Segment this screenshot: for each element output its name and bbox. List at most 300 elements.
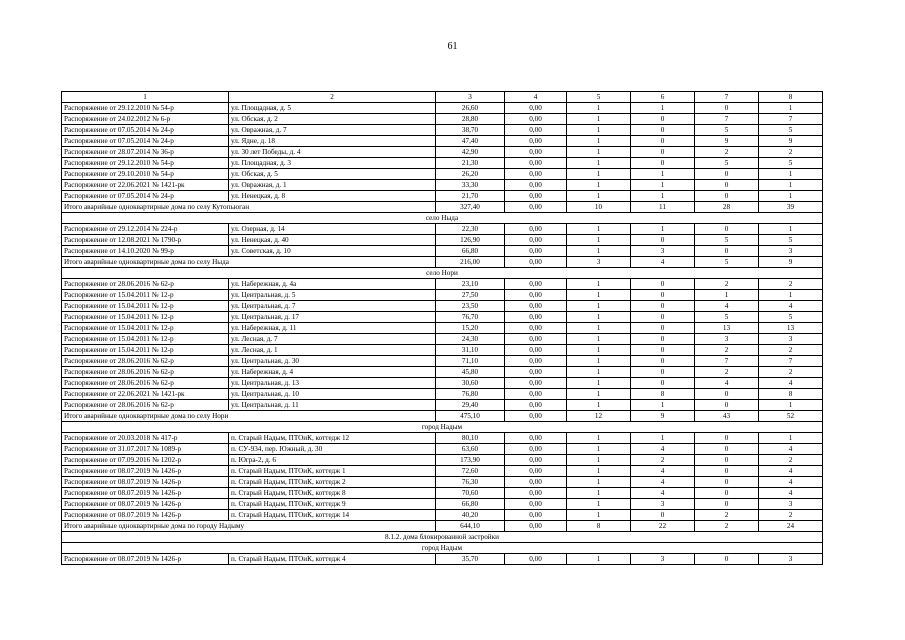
value-cell: 0 [695, 499, 759, 510]
value-cell: 0 [631, 147, 695, 158]
value-cell: 76,80 [436, 389, 505, 400]
value-cell: 15,20 [436, 323, 505, 334]
value-cell: 23,50 [436, 301, 505, 312]
address-cell: п. Старый Надым, ПТОиК, коттедж 8 [229, 488, 436, 499]
address-cell: ул. Центральная, д. 7 [229, 301, 436, 312]
value-cell: 0,00 [505, 477, 567, 488]
document-reference-cell: Распоряжение от 08.07.2019 № 1426-р [62, 499, 229, 510]
value-cell: 1 [631, 103, 695, 114]
address-cell: п. Старый Надым, ПТОиК, коттедж 12 [229, 433, 436, 444]
column-number-cell: 4 [505, 92, 567, 103]
document-reference-cell: Распоряжение от 22.06.2021 № 1421-рк [62, 389, 229, 400]
document-reference-cell: Распоряжение от 28.06.2016 № 62-р [62, 400, 229, 411]
section-heading: село Нори [62, 268, 823, 279]
value-cell: 0,00 [505, 444, 567, 455]
document-reference-cell: Распоряжение от 29.12.2010 № 54-р [62, 103, 229, 114]
value-cell: 0,00 [505, 389, 567, 400]
table-row [62, 103, 823, 114]
value-cell: 0 [695, 180, 759, 191]
table-row [62, 147, 823, 158]
total-label: Итого аварийные одноквартирные дома по селу Ныда [62, 257, 436, 268]
value-cell: 0 [695, 466, 759, 477]
value-cell: 1 [567, 180, 631, 191]
value-cell: 13 [695, 323, 759, 334]
document-reference-cell: Распоряжение от 15.04.2011 № 12-р [62, 290, 229, 301]
value-cell: 1 [695, 290, 759, 301]
column-number-cell: 1 [62, 92, 229, 103]
value-cell: 4 [695, 301, 759, 312]
total-value-cell: 43 [695, 411, 759, 422]
value-cell: 1 [759, 180, 823, 191]
value-cell: 0,00 [505, 114, 567, 125]
value-cell: 7 [759, 114, 823, 125]
value-cell: 0 [695, 169, 759, 180]
total-value-cell: 0,00 [505, 411, 567, 422]
total-value-cell: 2 [695, 521, 759, 532]
value-cell: 0 [695, 389, 759, 400]
column-number-row [62, 92, 823, 103]
section-heading: 8.1.2. дома блокированной застройки [62, 532, 823, 543]
housing-table [61, 91, 823, 565]
address-cell: п. Старый Надым, ПТОиК, коттедж 2 [229, 477, 436, 488]
value-cell: 2 [695, 147, 759, 158]
document-reference-cell: Распоряжение от 29.12.2014 № 224-р [62, 224, 229, 235]
value-cell: 2 [759, 367, 823, 378]
value-cell: 173,90 [436, 455, 505, 466]
value-cell: 0 [631, 356, 695, 367]
value-cell: 0 [695, 103, 759, 114]
document-reference-cell: Распоряжение от 07.09.2016 № 1202-р [62, 455, 229, 466]
value-cell: 0,00 [505, 488, 567, 499]
value-cell: 1 [567, 510, 631, 521]
document-reference-cell: Распоряжение от 08.07.2019 № 1426-р [62, 510, 229, 521]
total-row [62, 202, 823, 213]
table-row [62, 323, 823, 334]
value-cell: 1 [567, 191, 631, 202]
value-cell: 1 [567, 103, 631, 114]
value-cell: 0 [695, 191, 759, 202]
total-value-cell: 5 [695, 257, 759, 268]
value-cell: 23,10 [436, 279, 505, 290]
total-value-cell: 28 [695, 202, 759, 213]
value-cell: 0 [695, 488, 759, 499]
section-heading-row [62, 532, 823, 543]
address-cell: ул. Лесная, д. 1 [229, 345, 436, 356]
address-cell: ул. Лесная, д. 7 [229, 334, 436, 345]
value-cell: 4 [695, 378, 759, 389]
value-cell: 1 [567, 125, 631, 136]
value-cell: 0,00 [505, 499, 567, 510]
value-cell: 1 [567, 499, 631, 510]
value-cell: 1 [567, 433, 631, 444]
table-row [62, 356, 823, 367]
value-cell: 0,00 [505, 235, 567, 246]
value-cell: 1 [567, 400, 631, 411]
value-cell: 1 [759, 191, 823, 202]
table-row [62, 334, 823, 345]
address-cell: п. Старый Надым, ПТОиК, коттедж 4 [229, 554, 436, 565]
value-cell: 1 [567, 136, 631, 147]
total-label: Итого аварийные одноквартирные дома по селу Кутопьюган [62, 202, 436, 213]
value-cell: 4 [759, 444, 823, 455]
document-reference-cell: Распоряжение от 28.06.2016 № 62-р [62, 356, 229, 367]
table-row [62, 312, 823, 323]
value-cell: 47,40 [436, 136, 505, 147]
value-cell: 1 [567, 114, 631, 125]
value-cell: 0,00 [505, 301, 567, 312]
value-cell: 31,10 [436, 345, 505, 356]
total-value-cell: 644,10 [436, 521, 505, 532]
address-cell: ул. 30 лет Победы, д. 4 [229, 147, 436, 158]
address-cell: ул. Набережная, д. 11 [229, 323, 436, 334]
total-value-cell: 0,00 [505, 257, 567, 268]
value-cell: 3 [759, 554, 823, 565]
document-reference-cell: Распоряжение от 15.04.2011 № 12-р [62, 334, 229, 345]
document-reference-cell: Распоряжение от 28.06.2016 № 62-р [62, 367, 229, 378]
value-cell: 0,00 [505, 125, 567, 136]
value-cell: 76,30 [436, 477, 505, 488]
table-row [62, 290, 823, 301]
value-cell: 40,20 [436, 510, 505, 521]
value-cell: 0,00 [505, 169, 567, 180]
value-cell: 1 [567, 356, 631, 367]
value-cell: 2 [695, 279, 759, 290]
value-cell: 0 [695, 400, 759, 411]
address-cell: ул. Советская, д. 10 [229, 246, 436, 257]
value-cell: 0,00 [505, 356, 567, 367]
value-cell: 0 [631, 290, 695, 301]
value-cell: 63,60 [436, 444, 505, 455]
address-cell: ул. Площадная, д. 5 [229, 103, 436, 114]
value-cell: 1 [567, 235, 631, 246]
value-cell: 0,00 [505, 323, 567, 334]
total-value-cell: 475,10 [436, 411, 505, 422]
total-label: Итого аварийные одноквартирные дома по селу Нори [62, 411, 436, 422]
value-cell: 0,00 [505, 279, 567, 290]
value-cell: 0 [631, 114, 695, 125]
document-reference-cell: Распоряжение от 08.07.2019 № 1426-р [62, 477, 229, 488]
document-reference-cell: Распоряжение от 28.07.2014 № 36-р [62, 147, 229, 158]
total-row [62, 411, 823, 422]
value-cell: 4 [759, 466, 823, 477]
document-reference-cell: Распоряжение от 20.03.2018 № 417-р [62, 433, 229, 444]
address-cell: ул. Обская, д. 2 [229, 114, 436, 125]
total-value-cell: 24 [759, 521, 823, 532]
value-cell: 3 [759, 246, 823, 257]
column-number-cell: 6 [631, 92, 695, 103]
value-cell: 0 [631, 279, 695, 290]
address-cell: ул. Овражная, д. 7 [229, 125, 436, 136]
column-number-cell: 5 [567, 92, 631, 103]
value-cell: 3 [759, 334, 823, 345]
value-cell: 0,00 [505, 554, 567, 565]
value-cell: 45,80 [436, 367, 505, 378]
column-number-cell: 7 [695, 92, 759, 103]
value-cell: 24,30 [436, 334, 505, 345]
value-cell: 1 [759, 433, 823, 444]
value-cell: 71,10 [436, 356, 505, 367]
value-cell: 5 [759, 312, 823, 323]
value-cell: 0,00 [505, 345, 567, 356]
value-cell: 42,90 [436, 147, 505, 158]
value-cell: 0 [631, 235, 695, 246]
total-value-cell: 8 [567, 521, 631, 532]
value-cell: 66,80 [436, 246, 505, 257]
section-heading-row [62, 213, 823, 224]
value-cell: 0,00 [505, 433, 567, 444]
value-cell: 0 [631, 345, 695, 356]
value-cell: 5 [759, 235, 823, 246]
value-cell: 0 [631, 334, 695, 345]
value-cell: 5 [759, 125, 823, 136]
total-value-cell: 22 [631, 521, 695, 532]
value-cell: 0,00 [505, 246, 567, 257]
value-cell: 2 [631, 455, 695, 466]
value-cell: 1 [567, 290, 631, 301]
value-cell: 0,00 [505, 136, 567, 147]
value-cell: 35,70 [436, 554, 505, 565]
total-value-cell: 39 [759, 202, 823, 213]
table-row [62, 488, 823, 499]
table-row [62, 510, 823, 521]
total-row [62, 257, 823, 268]
table-row [62, 169, 823, 180]
value-cell: 7 [695, 114, 759, 125]
table-row [62, 224, 823, 235]
value-cell: 0,00 [505, 455, 567, 466]
document-reference-cell: Распоряжение от 31.07.2017 № 1089-р [62, 444, 229, 455]
value-cell: 1 [567, 158, 631, 169]
value-cell: 0 [631, 312, 695, 323]
document-reference-cell: Распоряжение от 22.06.2021 № 1421-рк [62, 180, 229, 191]
value-cell: 27,50 [436, 290, 505, 301]
value-cell: 4 [759, 301, 823, 312]
value-cell: 2 [759, 279, 823, 290]
column-number-cell: 3 [436, 92, 505, 103]
value-cell: 5 [759, 158, 823, 169]
value-cell: 1 [631, 224, 695, 235]
value-cell: 1 [567, 477, 631, 488]
table-row [62, 389, 823, 400]
value-cell: 1 [631, 433, 695, 444]
value-cell: 0,00 [505, 312, 567, 323]
total-value-cell: 3 [567, 257, 631, 268]
value-cell: 0,00 [505, 334, 567, 345]
value-cell: 7 [759, 356, 823, 367]
value-cell: 2 [759, 345, 823, 356]
value-cell: 4 [759, 477, 823, 488]
value-cell: 26,20 [436, 169, 505, 180]
section-heading-row [62, 422, 823, 433]
value-cell: 0,00 [505, 147, 567, 158]
value-cell: 8 [631, 389, 695, 400]
value-cell: 0 [695, 444, 759, 455]
value-cell: 1 [631, 169, 695, 180]
value-cell: 1 [567, 147, 631, 158]
value-cell: 0,00 [505, 158, 567, 169]
value-cell: 5 [695, 158, 759, 169]
value-cell: 22,30 [436, 224, 505, 235]
value-cell: 1 [567, 312, 631, 323]
address-cell: ул. Набережная, д. 4 [229, 367, 436, 378]
section-heading: село Ныда [62, 213, 823, 224]
document-reference-cell: Распоряжение от 12.08.2021 № 1790-р [62, 235, 229, 246]
value-cell: 76,70 [436, 312, 505, 323]
address-cell: ул. Набережная, д. 4а [229, 279, 436, 290]
value-cell: 0,00 [505, 103, 567, 114]
document-reference-cell: Распоряжение от 29.12.2010 № 54-р [62, 158, 229, 169]
value-cell: 3 [631, 246, 695, 257]
table-row [62, 477, 823, 488]
table-row [62, 433, 823, 444]
value-cell: 70,60 [436, 488, 505, 499]
value-cell: 1 [631, 191, 695, 202]
value-cell: 4 [631, 444, 695, 455]
address-cell: п. Старый Надым, ПТОиК, коттедж 1 [229, 466, 436, 477]
total-value-cell: 4 [631, 257, 695, 268]
address-cell: ул. Ненецкая, д. 40 [229, 235, 436, 246]
document-reference-cell: Распоряжение от 14.10.2020 № 99-р [62, 246, 229, 257]
document-reference-cell: Распоряжение от 08.07.2019 № 1426-р [62, 466, 229, 477]
value-cell: 1 [567, 389, 631, 400]
table-row [62, 455, 823, 466]
value-cell: 0 [695, 224, 759, 235]
total-value-cell: 11 [631, 202, 695, 213]
value-cell: 0,00 [505, 224, 567, 235]
table-body [62, 92, 823, 565]
value-cell: 4 [631, 466, 695, 477]
address-cell: п. Югра-2, д. 6 [229, 455, 436, 466]
value-cell: 5 [695, 235, 759, 246]
table-row [62, 444, 823, 455]
document-reference-cell: Распоряжение от 15.04.2011 № 12-р [62, 301, 229, 312]
value-cell: 1 [567, 301, 631, 312]
value-cell: 2 [695, 345, 759, 356]
value-cell: 0 [631, 301, 695, 312]
document-reference-cell: Распоряжение от 15.04.2011 № 12-р [62, 345, 229, 356]
value-cell: 7 [695, 356, 759, 367]
value-cell: 5 [695, 312, 759, 323]
address-cell: ул. Озерная, д. 14 [229, 224, 436, 235]
section-heading: город Надым [62, 543, 823, 554]
total-value-cell: 0,00 [505, 521, 567, 532]
value-cell: 26,60 [436, 103, 505, 114]
total-value-cell: 10 [567, 202, 631, 213]
value-cell: 1 [567, 455, 631, 466]
total-value-cell: 12 [567, 411, 631, 422]
address-cell: ул. Центральная, д. 17 [229, 312, 436, 323]
column-number-cell: 2 [229, 92, 436, 103]
value-cell: 28,80 [436, 114, 505, 125]
value-cell: 29,40 [436, 400, 505, 411]
value-cell: 1 [567, 323, 631, 334]
value-cell: 1 [759, 400, 823, 411]
value-cell: 0 [631, 158, 695, 169]
value-cell: 0,00 [505, 180, 567, 191]
address-cell: ул. Ядне, д. 18 [229, 136, 436, 147]
value-cell: 21,30 [436, 158, 505, 169]
value-cell: 38,70 [436, 125, 505, 136]
table-row [62, 246, 823, 257]
value-cell: 33,30 [436, 180, 505, 191]
value-cell: 1 [567, 444, 631, 455]
value-cell: 3 [631, 554, 695, 565]
value-cell: 21,70 [436, 191, 505, 202]
table-row [62, 367, 823, 378]
document-reference-cell: Распоряжение от 08.07.2019 № 1426-р [62, 488, 229, 499]
total-value-cell: 216,00 [436, 257, 505, 268]
document-reference-cell: Распоряжение от 24.02.2012 № 6-р [62, 114, 229, 125]
value-cell: 0 [695, 554, 759, 565]
value-cell: 0 [695, 477, 759, 488]
value-cell: 1 [567, 169, 631, 180]
address-cell: ул. Ненецкая, д. 8 [229, 191, 436, 202]
table-row [62, 158, 823, 169]
total-value-cell: 327,40 [436, 202, 505, 213]
value-cell: 0,00 [505, 466, 567, 477]
value-cell: 1 [567, 367, 631, 378]
total-value-cell: 0,00 [505, 202, 567, 213]
value-cell: 126,90 [436, 235, 505, 246]
value-cell: 0,00 [505, 367, 567, 378]
value-cell: 8 [759, 389, 823, 400]
value-cell: 0 [631, 378, 695, 389]
table-row [62, 191, 823, 202]
table-row [62, 554, 823, 565]
document-reference-cell: Распоряжение от 08.07.2019 № 1426-р [62, 554, 229, 565]
value-cell: 2 [695, 510, 759, 521]
document-reference-cell: Распоряжение от 07.05.2014 № 24-р [62, 136, 229, 147]
value-cell: 0,00 [505, 290, 567, 301]
value-cell: 0 [695, 455, 759, 466]
value-cell: 1 [567, 246, 631, 257]
value-cell: 0 [695, 433, 759, 444]
section-heading-row [62, 268, 823, 279]
document-reference-cell: Распоряжение от 15.04.2011 № 12-р [62, 323, 229, 334]
value-cell: 80,10 [436, 433, 505, 444]
value-cell: 9 [695, 136, 759, 147]
value-cell: 0,00 [505, 400, 567, 411]
address-cell: п. СУ-934, пер. Южный, д. 30 [229, 444, 436, 455]
total-value-cell: 9 [759, 257, 823, 268]
table-row [62, 114, 823, 125]
table-row [62, 400, 823, 411]
value-cell: 0 [631, 136, 695, 147]
total-row [62, 521, 823, 532]
value-cell: 3 [695, 334, 759, 345]
address-cell: п. Старый Надым, ПТОиК, коттедж 9 [229, 499, 436, 510]
value-cell: 0 [631, 323, 695, 334]
address-cell: ул. Обская, д. 5 [229, 169, 436, 180]
address-cell: ул. Центральная, д. 30 [229, 356, 436, 367]
value-cell: 4 [759, 378, 823, 389]
table-row [62, 345, 823, 356]
value-cell: 0,00 [505, 378, 567, 389]
table-row [62, 378, 823, 389]
value-cell: 1 [567, 224, 631, 235]
address-cell: ул. Центральная, д. 10 [229, 389, 436, 400]
value-cell: 1 [567, 345, 631, 356]
section-heading-row [62, 543, 823, 554]
value-cell: 4 [631, 488, 695, 499]
table-row [62, 279, 823, 290]
total-value-cell: 52 [759, 411, 823, 422]
value-cell: 0,00 [505, 191, 567, 202]
value-cell: 1 [759, 169, 823, 180]
column-number-cell: 8 [759, 92, 823, 103]
table-row [62, 180, 823, 191]
document-reference-cell: Распоряжение от 15.04.2011 № 12-р [62, 312, 229, 323]
